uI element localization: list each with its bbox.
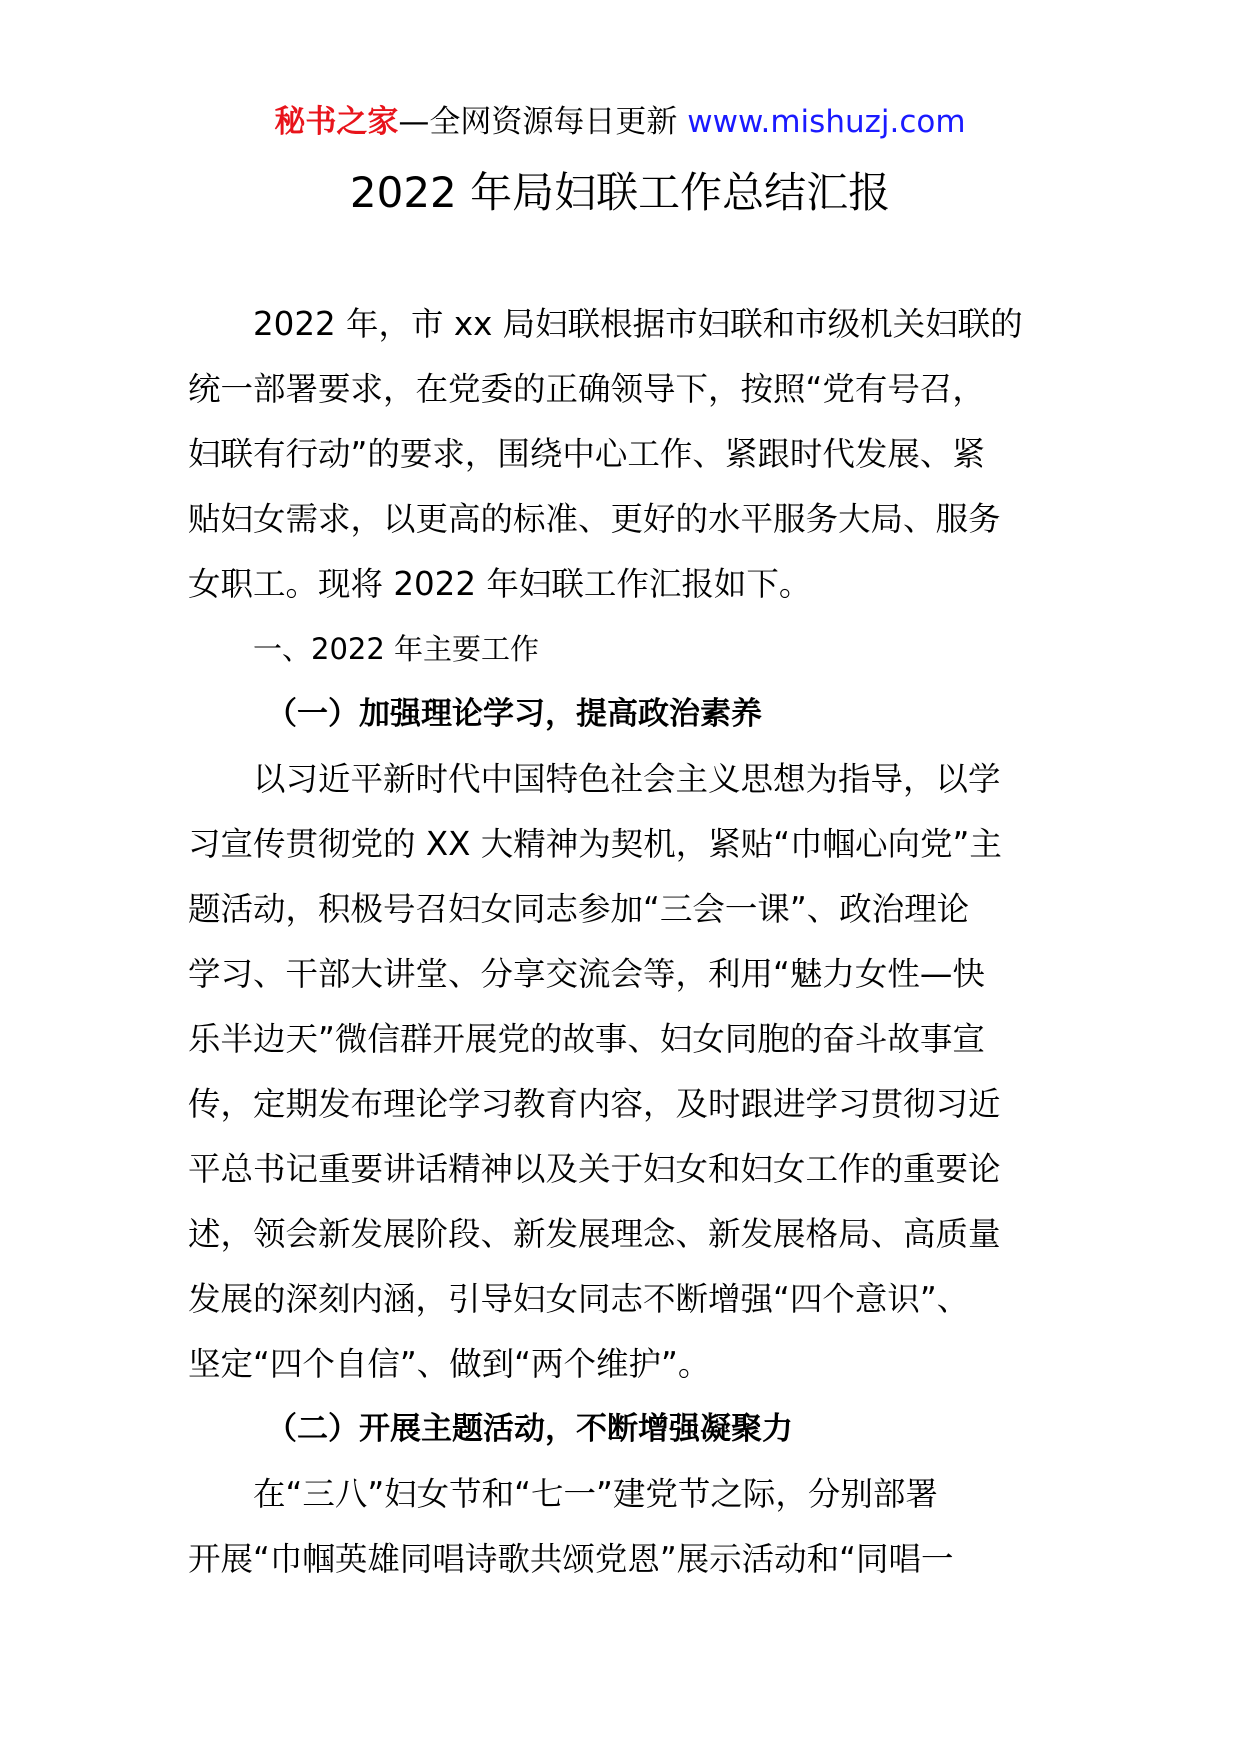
paragraph-line: 贴妇女需求，以更高的标准、更好的水平服务大局、服务 xyxy=(188,500,1001,538)
site-url[interactable]: www.mishuzj.com xyxy=(687,104,966,140)
paragraph-line: 习宣传贯彻党的 XX 大精神为契机，紧贴“巾帼心向党”主 xyxy=(188,825,1002,863)
paragraph-line: 乐半边天”微信群开展党的故事、妇女同胞的奋斗故事宣 xyxy=(188,1020,985,1058)
paragraph-line: 2022 年，市 xx 局妇联根据市妇联和市级机关妇联的 xyxy=(253,305,1023,343)
header-slogan: —全网资源每日更新 xyxy=(398,104,688,140)
paragraph-line: 学习、干部大讲堂、分享交流会等，利用“魅力女性—快 xyxy=(188,955,985,993)
paragraph-line: 开展“巾帼英雄同唱诗歌共颂党恩”展示活动和“同唱一 xyxy=(188,1540,954,1578)
brand-name: 秘书之家 xyxy=(274,104,399,140)
paragraph-line: 题活动，积极号召妇女同志参加“三会一课”、政治理论 xyxy=(188,890,970,928)
section-heading: 一、2022 年主要工作 xyxy=(253,632,540,666)
subsection-heading: （一）加强理论学习，提高政治素养 xyxy=(266,696,762,732)
site-header xyxy=(0,100,1240,144)
paragraph-line: 妇联有行动”的要求，围绕中心工作、紧跟时代发展、紧 xyxy=(188,435,985,473)
paragraph-line: 坚定“四个自信”、做到“两个维护”。 xyxy=(188,1345,711,1383)
paragraph-line: 传，定期发布理论学习教育内容，及时跟进学习贯彻习近 xyxy=(188,1085,1001,1123)
document-title: 2022 年局妇联工作总结汇报 xyxy=(349,168,891,217)
paragraph-line: 女职工。现将 2022 年妇联工作汇报如下。 xyxy=(188,565,812,603)
paragraph-line: 发展的深刻内涵，引导妇女同志不断增强“四个意识”、 xyxy=(188,1280,970,1318)
paragraph-line: 以习近平新时代中国特色社会主义思想为指导，以学 xyxy=(253,760,1001,798)
document-body xyxy=(188,292,1054,1592)
paragraph-line: 在“三八”妇女节和“七一”建党节之际，分别部署 xyxy=(253,1475,938,1513)
subsection-heading: （二）开展主题活动，不断增强凝聚力 xyxy=(266,1411,793,1447)
paragraph-line: 统一部署要求，在党委的正确领导下，按照“党有号召， xyxy=(188,370,985,408)
paragraph-line: 平总书记重要讲话精神以及关于妇女和妇女工作的重要论 xyxy=(188,1150,1001,1188)
paragraph-line: 述，领会新发展阶段、新发展理念、新发展格局、高质量 xyxy=(188,1215,1001,1253)
